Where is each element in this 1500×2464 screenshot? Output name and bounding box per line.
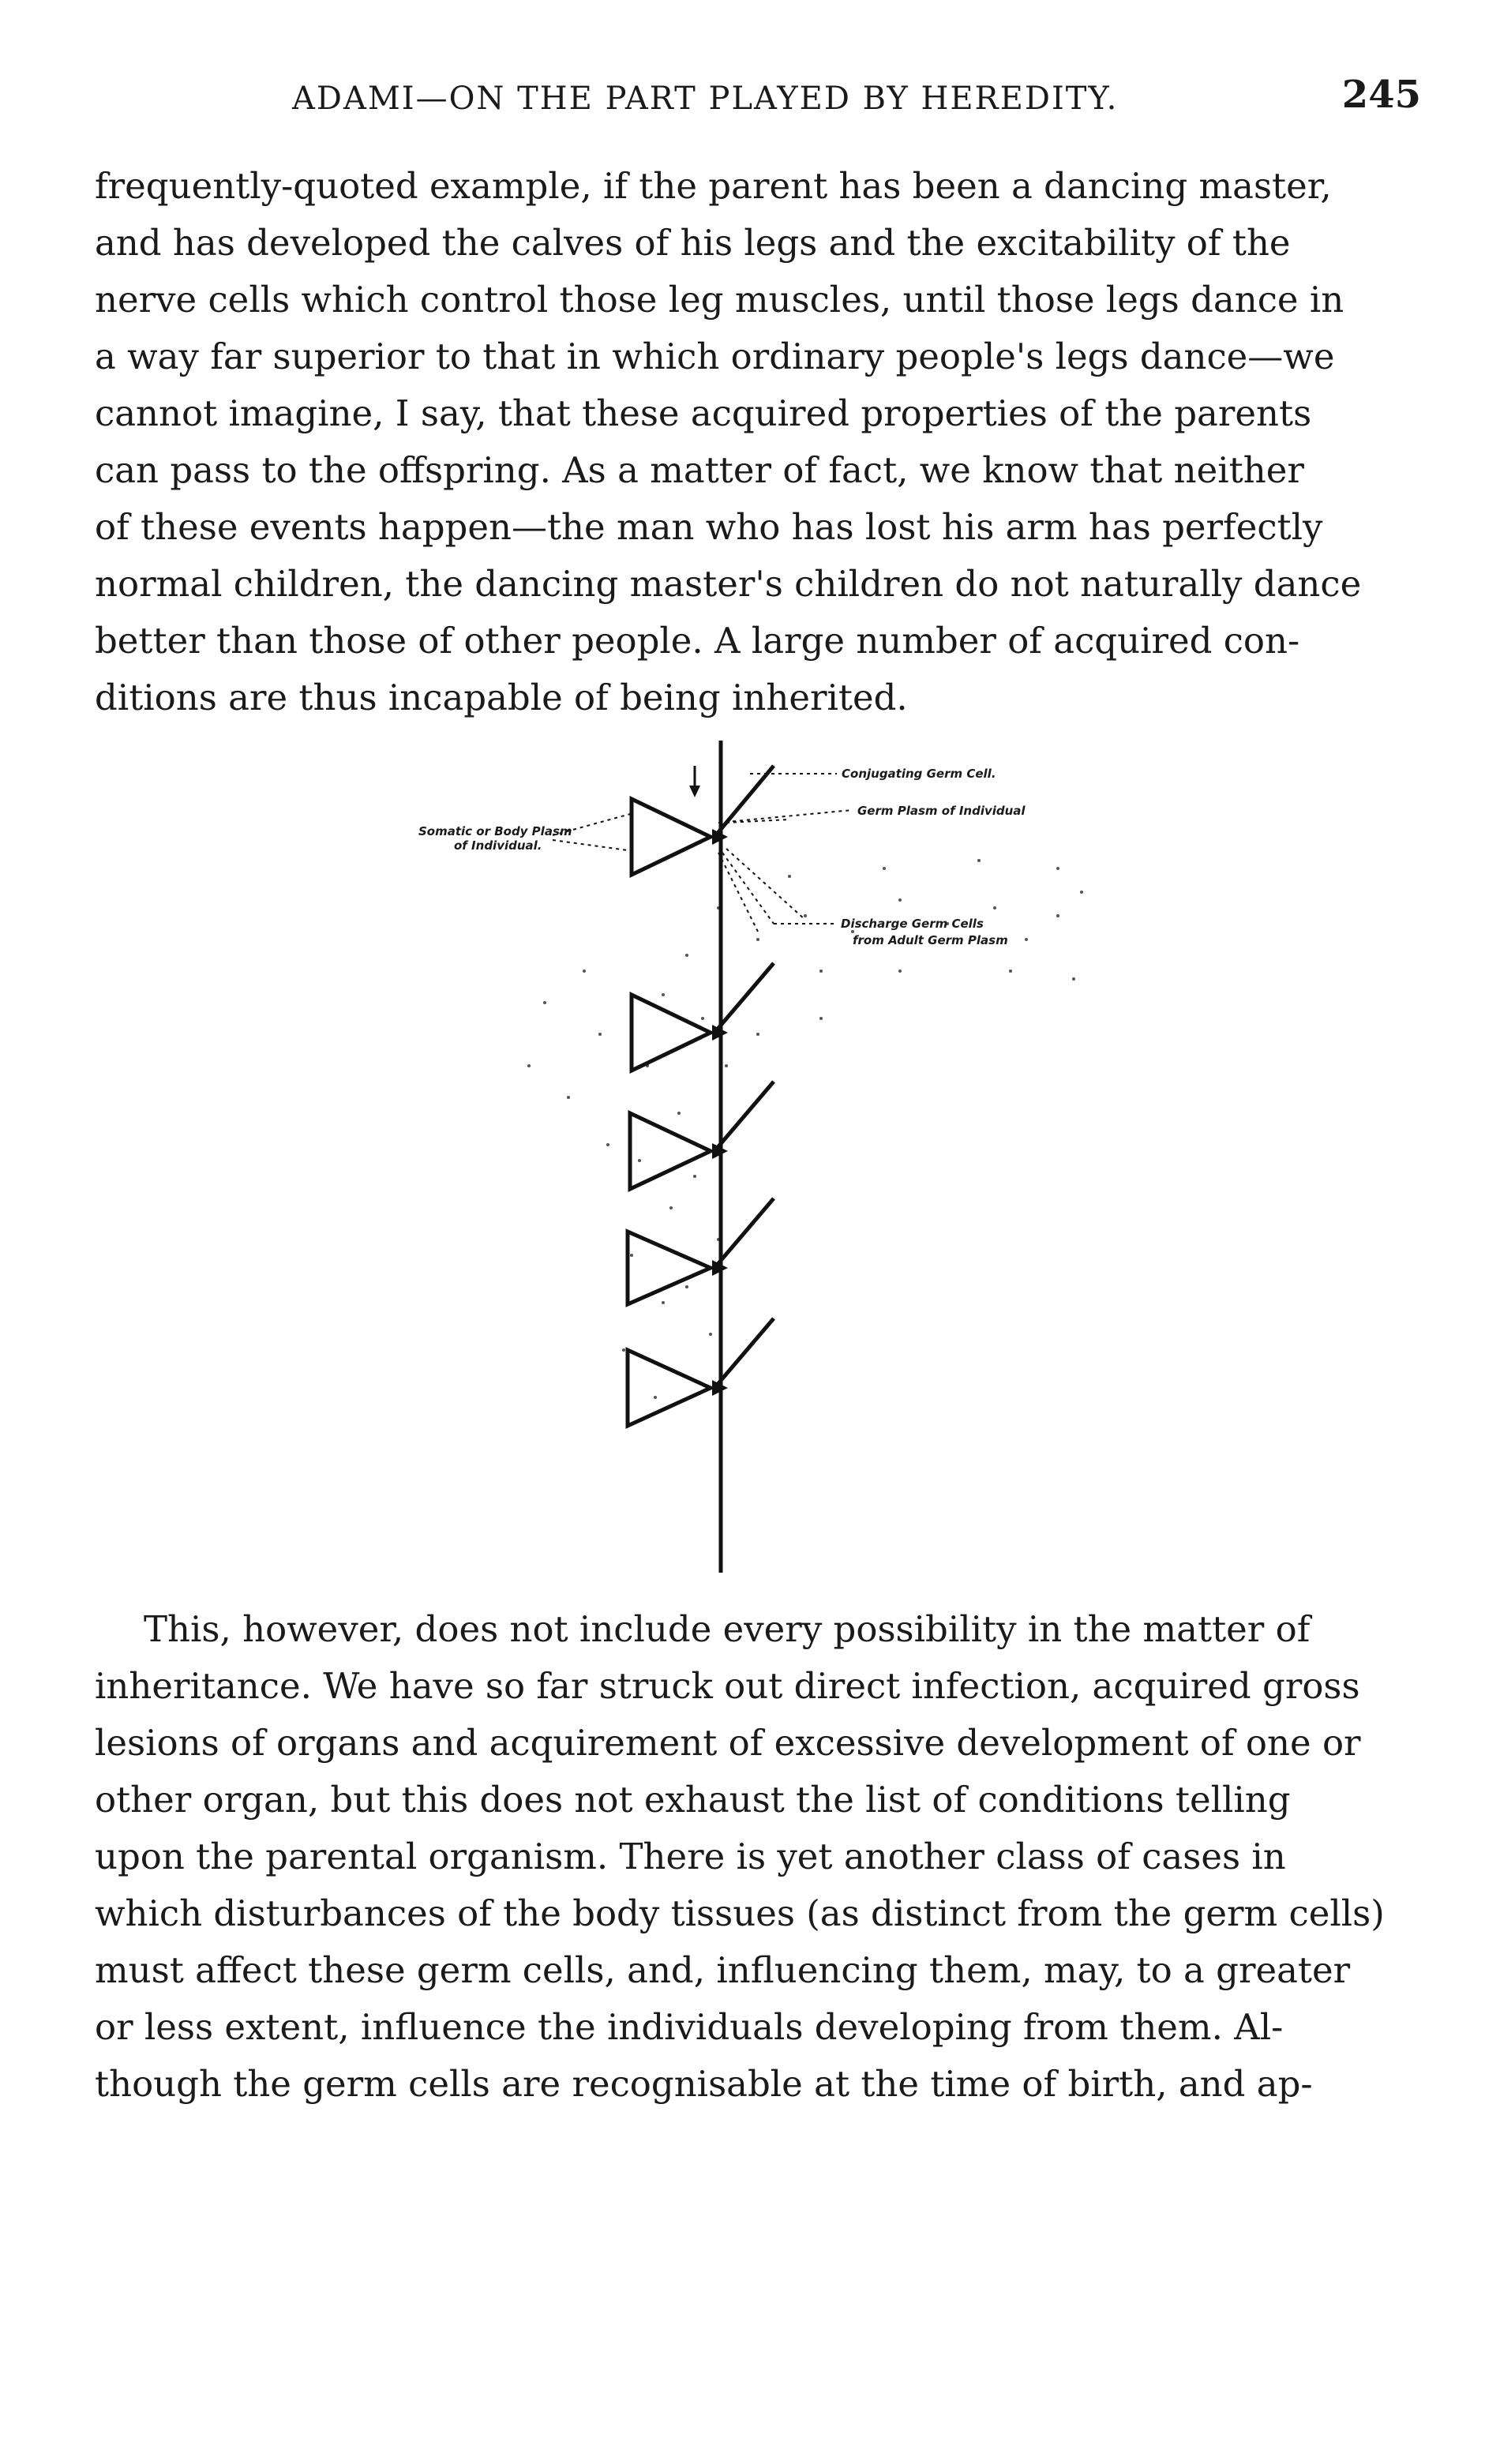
- text-line: This, however, does not include every possibility in the matter of: [144, 1608, 1311, 1650]
- text-line: or less extent, influence the individuals developing from them. Al-: [95, 2006, 1284, 2048]
- somatic-triangle: [628, 1350, 711, 1426]
- page-number: 245: [1341, 73, 1421, 117]
- paragraph-bottom: [95, 1601, 1421, 2113]
- label-germ-plasm-individual: Germ Plasm of Individual: [857, 804, 1026, 818]
- somatic-triangle: [628, 1232, 711, 1304]
- text-line: a way far superior to that in which ordinary people's legs dance—we: [95, 336, 1335, 377]
- text-line: inheritance. We have so far struck out direct infection, acquired gross: [95, 1665, 1360, 1707]
- germ-cell-line: [714, 963, 774, 1033]
- text-line: of these events happen—the man who has lost his arm has perfectly: [95, 506, 1323, 548]
- text-line: better than those of other people. A large number of acquired con-: [95, 620, 1300, 662]
- germ-cell-line: [714, 1198, 774, 1268]
- text-line: though the germ cells are recognisable at the time of birth, and ap-: [95, 2063, 1313, 2105]
- label-somatic-plasm: Somatic or Body Plasm: [418, 824, 572, 838]
- text-line: must affect these germ cells, and, influencing them, may, to a greater: [95, 1949, 1351, 1991]
- label-somatic-plasm-2: of Individual.: [454, 838, 542, 853]
- somatic-triangle: [630, 1113, 711, 1189]
- somatic-triangle: [632, 799, 711, 875]
- text-line: nerve cells which control those leg muscles, until those legs dance in: [95, 279, 1344, 321]
- text-line: ditions are thus incapable of being inherited.: [95, 677, 908, 718]
- text-line: normal children, the dancing master's children do not naturally dance: [95, 563, 1362, 605]
- text-line: other organ, but this does not exhaust the list of conditions telling: [95, 1779, 1291, 1821]
- running-head: ADAMI—ON THE PART PLAYED BY HEREDITY.: [292, 81, 1119, 117]
- germ-plasm-diagram: [347, 734, 1137, 1587]
- germ-cell-line: [714, 1082, 774, 1151]
- paragraph-top: [95, 158, 1421, 726]
- label-discharge-germ-cells-2: from Adult Germ Plasm: [853, 933, 1008, 947]
- somatic-triangle: [632, 995, 711, 1071]
- text-line: upon the parental organism. There is yet another class of cases in: [95, 1836, 1286, 1877]
- text-line: and has developed the calves of his legs and the excitability of the: [95, 222, 1291, 264]
- label-discharge-germ-cells: Discharge Germ Cells: [841, 917, 984, 931]
- text-line: cannot imagine, I say, that these acquired properties of the parents: [95, 392, 1312, 434]
- germ-cell-line: [714, 1318, 774, 1388]
- text-line: can pass to the offspring. As a matter of fact, we know that neither: [95, 449, 1304, 491]
- page-header: [95, 73, 1421, 120]
- leader-lines: [553, 774, 853, 932]
- text-line: frequently-quoted example, if the parent has been a dancing master,: [95, 165, 1332, 207]
- label-conjugating-germ-cell: Conjugating Germ Cell.: [842, 767, 996, 781]
- diagram-svg: [347, 734, 1137, 1587]
- text-line: which disturbances of the body tissues (as distinct from the germ cells): [95, 1892, 1385, 1934]
- germ-cell-line: [714, 766, 774, 837]
- text-line: lesions of organs and acquirement of excessive development of one or: [95, 1722, 1361, 1764]
